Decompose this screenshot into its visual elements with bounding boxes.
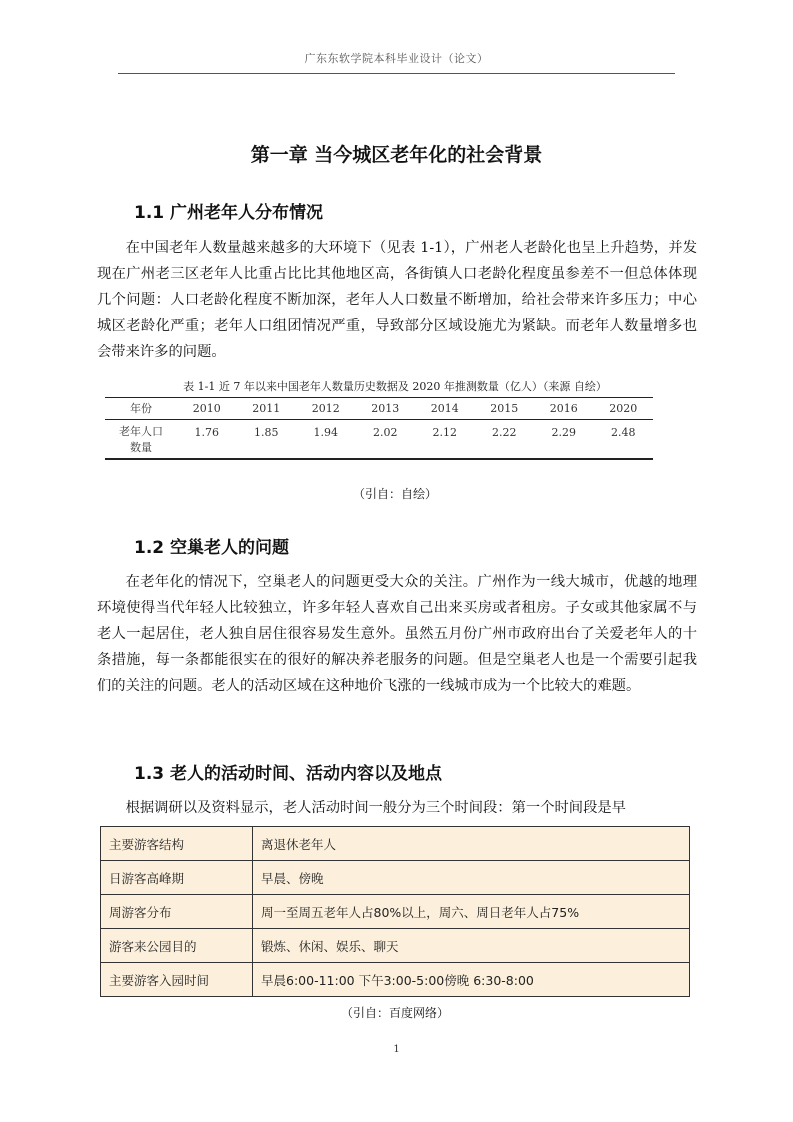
section-paragraph-1-3: 根据调研以及资料显示，老人活动时间一般分为三个时间段：第一个时间段是早 (125, 800, 626, 816)
table1-value-cell: 1.94 (313, 426, 338, 439)
section-heading-1-1: 1.1 广州老年人分布情况 (134, 203, 324, 223)
chapter-title: 第一章 当今城区老年化的社会背景 (250, 144, 543, 166)
table1-header-cell: 2010 (177, 398, 237, 420)
table2-value-cell: 离退休老年人 (253, 827, 690, 861)
table2-value-cell: 早晨6:00-11:00 下午3:00-5:00傍晚 6:30-8:00 (253, 963, 690, 997)
page-header: 广东东软学院本科毕业设计（论文） (304, 52, 489, 65)
table2-row (101, 827, 690, 861)
table1-header-cell: 2012 (296, 398, 356, 420)
table1-caption: 表 1-1 近 7 年以来中国老年人数量历史数据及 2020 年推测数量（亿人）（来源 自绘） (183, 380, 607, 393)
table2-row (101, 895, 690, 929)
table2-key-cell: 主要游客结构 (101, 827, 253, 861)
table1-header-cell: 年份 (105, 398, 177, 420)
elderly-population-table (105, 397, 653, 460)
table1-value-cell: 1.85 (254, 426, 279, 439)
table2-value-cell: 早晨、傍晚 (253, 861, 690, 895)
table1-row-label (105, 420, 177, 460)
table1-header-cell: 2020 (594, 398, 654, 420)
table1-row-label-line1: 老年人口 (119, 425, 163, 438)
table2-key-cell: 日游客高峰期 (101, 861, 253, 895)
table1-header-cell: 2015 (475, 398, 535, 420)
table1-value-cell: 2.48 (611, 426, 636, 439)
table1-source: （引自：自绘） (352, 487, 437, 501)
table1-header-cell: 2013 (356, 398, 416, 420)
table1-value-cell: 2.02 (373, 426, 398, 439)
table2-key-cell: 主要游客入园时间 (101, 963, 253, 997)
table1-value-cell: 2.12 (432, 426, 457, 439)
table1-header-cell: 2011 (237, 398, 297, 420)
section-paragraph-1-1: 在中国老年人数量越来越多的大环境下（见表 1-1），广州老人老龄化也呈上升趋势，并发现在广州老三区老年人比重占比比其他地区高，各街镇人口老龄化程度虽参差不一但总体体现几个问题：人口老龄化程度不断加深，老年人人口数量不断增加，给社会带来许多压力；中心城区老龄化严重；老年人口组团情况严重，导致部分区域设施尤为紧缺。而老年人数量增多也会带来许多的问题。 (97, 240, 697, 360)
table1-header-row (105, 398, 653, 420)
section-paragraph-1-2: 在老年化的情况下，空巢老人的问题更受大众的关注。广州作为一线大城市，优越的地理环境使得当代年轻人比较独立，许多年轻人喜欢自己出来买房或者租房。子女或其他家属不与老人一起居住，老人独自居住很容易发生意外。虽然五月份广州市政府出台了关爱老年人的十条措施，每一条都能很实在的很好的解决养老服务的问题。但是空巢老人也是一个需要引起我们的关注的问题。老人的活动区域在这种地价飞涨的一线城市成为一个比较大的难题。 (97, 574, 697, 694)
table2-value-cell: 锻炼、休闲、娱乐、聊天 (253, 929, 690, 963)
table2-row (101, 861, 690, 895)
table1-header-cell: 2016 (534, 398, 594, 420)
table2-value-cell: 周一至周五老年人占80%以上，周六、周日老年人占75% (253, 895, 690, 929)
table1-value-cell: 2.22 (492, 426, 517, 439)
table2-row (101, 929, 690, 963)
table1-value-cell: 2.29 (551, 426, 576, 439)
table1-row-label-line2: 数量 (130, 441, 152, 454)
table1-value-cell: 1.76 (194, 426, 219, 439)
page-number: 1 (393, 1044, 400, 1055)
section-heading-1-2: 1.2 空巢老人的问题 (134, 538, 290, 558)
table1-data-row (105, 420, 653, 460)
park-visitor-table (100, 826, 690, 997)
table2-source: （引自：百度网络） (340, 1006, 449, 1020)
table2-row (101, 963, 690, 997)
table2-key-cell: 周游客分布 (101, 895, 253, 929)
table2-key-cell: 游客来公园目的 (101, 929, 253, 963)
section-heading-1-3: 1.3 老人的活动时间、活动内容以及地点 (134, 764, 443, 784)
table1-header-cell: 2014 (415, 398, 475, 420)
header-rule (118, 73, 675, 74)
